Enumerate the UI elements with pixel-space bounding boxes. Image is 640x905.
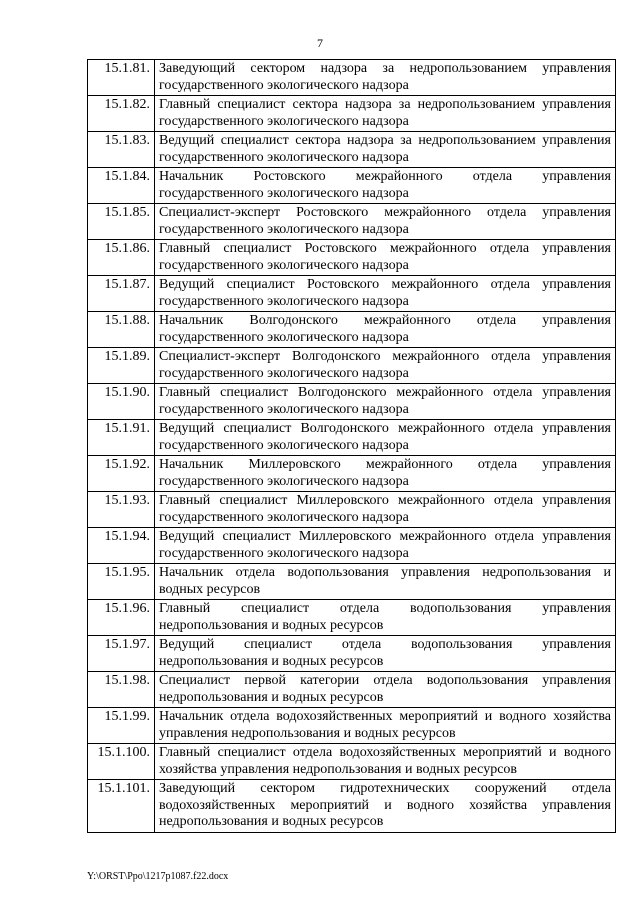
item-number: 15.1.93.	[88, 492, 155, 528]
table-row	[88, 564, 616, 600]
position-title: Главный специалист сектора надзора за недропользованием управления государственного экологического надзора	[155, 96, 616, 132]
item-number: 15.1.101.	[88, 780, 155, 833]
table-row	[88, 276, 616, 312]
table-row	[88, 672, 616, 708]
position-title: Главный специалист Миллеровского межрайонного отдела управления государственного экологического надзора	[155, 492, 616, 528]
table-row	[88, 708, 616, 744]
position-title: Начальник отдела водопользования управления недропользования и водных ресурсов	[155, 564, 616, 600]
table-row	[88, 528, 616, 564]
item-number: 15.1.83.	[88, 132, 155, 168]
position-title: Начальник Ростовского межрайонного отдела управления государственного экологического надзора	[155, 168, 616, 204]
table-row	[88, 348, 616, 384]
position-title: Специалист-эксперт Волгодонского межрайонного отдела управления государственного экологического надзора	[155, 348, 616, 384]
positions-table-body	[88, 60, 616, 833]
item-number: 15.1.85.	[88, 204, 155, 240]
item-number: 15.1.96.	[88, 600, 155, 636]
position-title: Главный специалист отдела водопользования управления недропользования и водных ресурсов	[155, 600, 616, 636]
item-number: 15.1.100.	[88, 744, 155, 780]
table-row	[88, 636, 616, 672]
item-number: 15.1.92.	[88, 456, 155, 492]
item-number: 15.1.86.	[88, 240, 155, 276]
position-title: Главный специалист Волгодонского межрайонного отдела управления государственного экологического надзора	[155, 384, 616, 420]
position-title: Начальник отдела водохозяйственных мероприятий и водного хозяйства управления недропользования и водных ресурсов	[155, 708, 616, 744]
table-row	[88, 240, 616, 276]
table-row	[88, 384, 616, 420]
table-row	[88, 312, 616, 348]
position-title: Ведущий специалист сектора надзора за недропользованием управления государственного экологического надзора	[155, 132, 616, 168]
position-title: Заведующий сектором надзора за недропользованием управления государственного экологического надзора	[155, 60, 616, 96]
position-title: Ведущий специалист Миллеровского межрайонного отдела управления государственного экологического надзора	[155, 528, 616, 564]
table-row	[88, 420, 616, 456]
table-row	[88, 204, 616, 240]
item-number: 15.1.84.	[88, 168, 155, 204]
table-row	[88, 60, 616, 96]
position-title: Заведующий сектором гидротехнических сооружений отдела водохозяйственных мероприятий и водного хозяйства управления недропользования и водных ресурсов	[155, 780, 616, 833]
positions-table	[87, 59, 616, 833]
position-title: Специалист-эксперт Ростовского межрайонного отдела управления государственного экологического надзора	[155, 204, 616, 240]
item-number: 15.1.89.	[88, 348, 155, 384]
item-number: 15.1.94.	[88, 528, 155, 564]
item-number: 15.1.95.	[88, 564, 155, 600]
item-number: 15.1.81.	[88, 60, 155, 96]
position-title: Ведущий специалист Волгодонского межрайонного отдела управления государственного экологического надзора	[155, 420, 616, 456]
table-row	[88, 456, 616, 492]
table-row	[88, 168, 616, 204]
table-row	[88, 492, 616, 528]
item-number: 15.1.87.	[88, 276, 155, 312]
table-row	[88, 600, 616, 636]
item-number: 15.1.82.	[88, 96, 155, 132]
item-number: 15.1.90.	[88, 384, 155, 420]
position-title: Главный специалист отдела водохозяйственных мероприятий и водного хозяйства управления недропользования и водных ресурсов	[155, 744, 616, 780]
item-number: 15.1.99.	[88, 708, 155, 744]
table-row	[88, 132, 616, 168]
position-title: Ведущий специалист отдела водопользования управления недропользования и водных ресурсов	[155, 636, 616, 672]
item-number: 15.1.98.	[88, 672, 155, 708]
page-number: 7	[317, 36, 323, 50]
position-title: Начальник Миллеровского межрайонного отдела управления государственного экологического надзора	[155, 456, 616, 492]
position-title: Специалист первой категории отдела водопользования управления недропользования и водных ресурсов	[155, 672, 616, 708]
table-row	[88, 780, 616, 833]
table-row	[88, 96, 616, 132]
position-title: Начальник Волгодонского межрайонного отдела управления государственного экологического надзора	[155, 312, 616, 348]
item-number: 15.1.97.	[88, 636, 155, 672]
item-number: 15.1.88.	[88, 312, 155, 348]
position-title: Главный специалист Ростовского межрайонного отдела управления государственного экологического надзора	[155, 240, 616, 276]
document-file-path: Y:\ORST\Ppo\1217p1087.f22.docx	[87, 871, 229, 882]
table-row	[88, 744, 616, 780]
position-title: Ведущий специалист Ростовского межрайонного отдела управления государственного экологического надзора	[155, 276, 616, 312]
item-number: 15.1.91.	[88, 420, 155, 456]
